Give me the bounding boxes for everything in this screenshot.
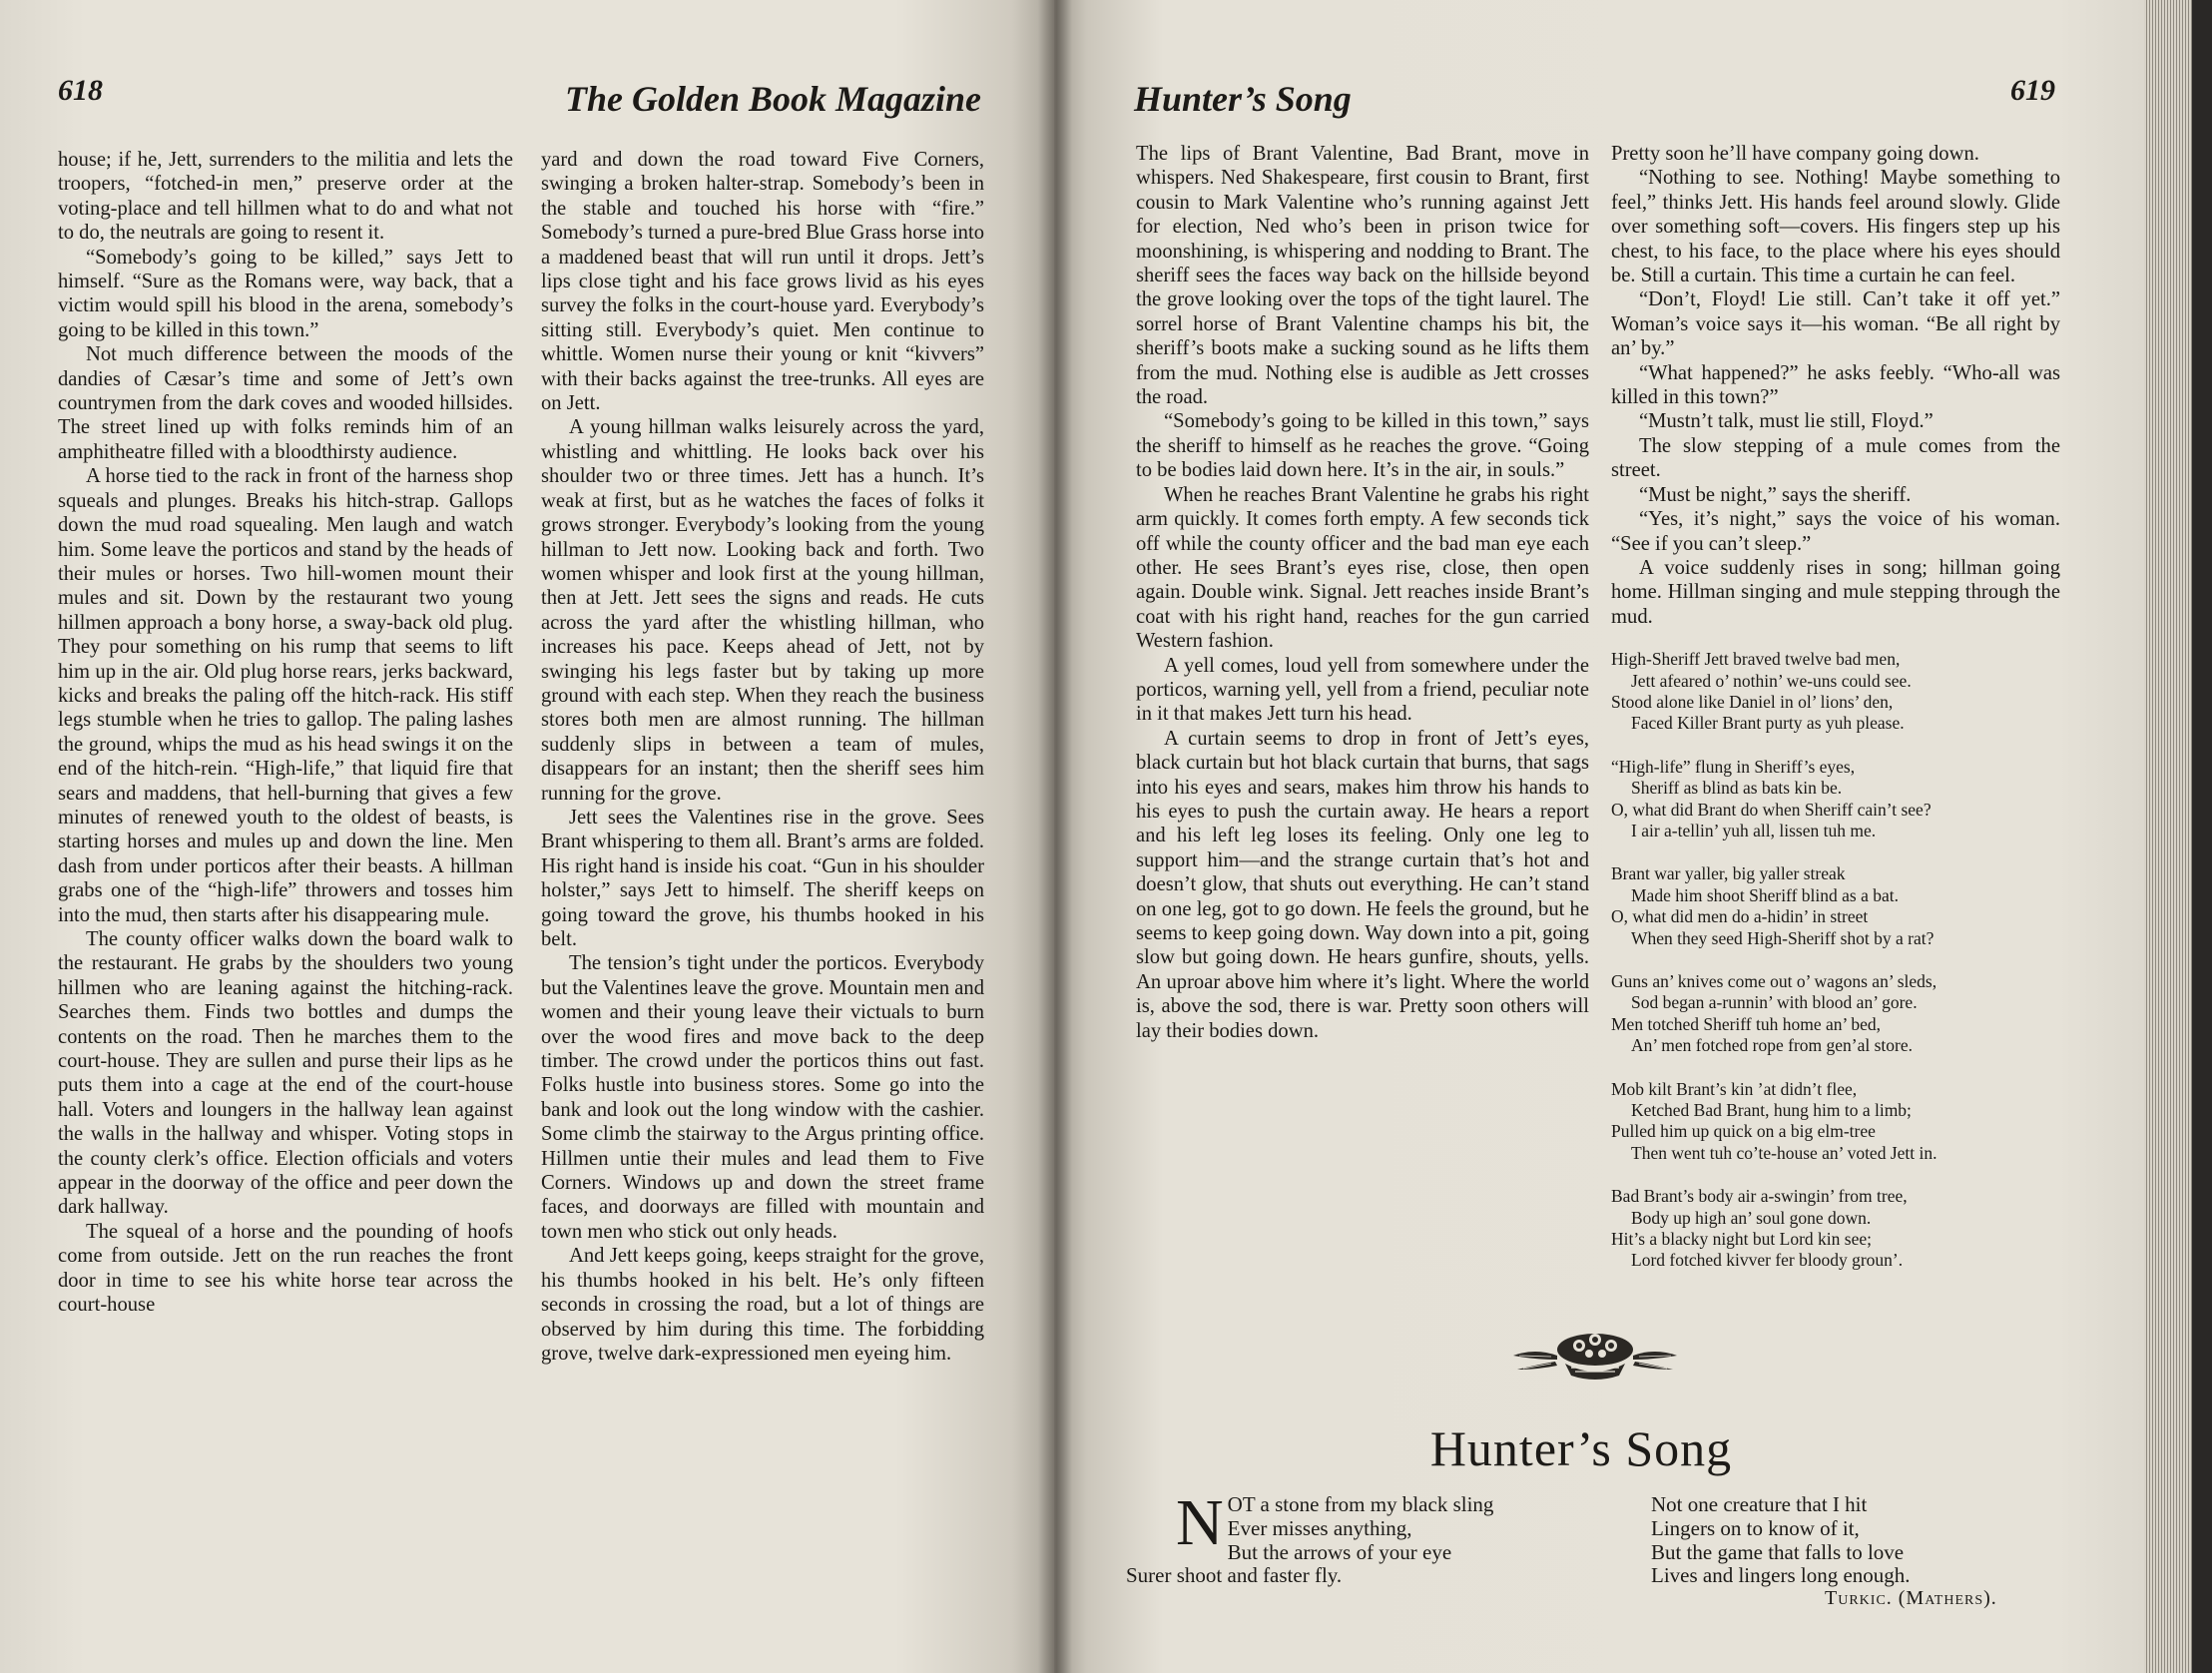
paragraph: When he reaches Brant Valentine he grabs his right arm quickly. It comes forth empty. A few seconds tick off while the county officer and the bad man eye each other. He sees Brant’s eyes rise, close, then open again. Double wink. Signal. Jett reaches inside Brant’s coat with his right hand, reaches for the gun carried Western fashion. [1136, 483, 1589, 653]
right-page-column-1 [1136, 142, 1589, 1043]
paragraph: A young hillman walks leisurely across the yard, whistling and whittling. He looks back over his shoulder two or three times. Jett has a hunch. It’s weak at first, but as he watches the faces of folks it grows stronger. Everybody’s looking from the young hillman to Jett now. Looking back and forth. Two women whisper and look first at the young hillman, then at Jett. Jett sees the signs and reads. He cuts across the yard after the whistling hillman, who increases his pace. Keeps ahead of Jett, not by swinging his legs faster but by taking up more ground with each step. When they reach the business stores both men are almost running. The hillman suddenly slips in between a team of mules, disappears for an instant; then the sheriff sees him running for the grove. [541, 416, 984, 805]
song-line: Then went tuh co’te-house an’ voted Jett in. [1631, 1142, 1937, 1163]
paragraph: “Must be night,” says the sheriff. [1639, 483, 1912, 506]
poem-attribution: Turkic. (Mathers). [1825, 1587, 1997, 1609]
paragraph: house; if he, Jett, surrenders to the militia and lets the troopers, “fotched-in men,” preserve order at the voting-place and tell hillmen what to do and what not to do, the neutrals are going to resent it. [58, 149, 513, 245]
paragraph: “Yes, it’s night,” says the voice of his woman. “See if you can’t sleep.” [1611, 508, 2060, 555]
poem-line: OT a stone from my black sling [1227, 1492, 1494, 1516]
paragraph: “Don’t, Floyd! Lie still. Can’t take it off yet.” Woman’s voice says it—his woman. “Be all right by an’ by.” [1611, 288, 2060, 360]
paragraph: “Somebody’s going to be killed in this town,” says the sheriff to himself as he reaches the grove. “Going to be bodies laid down here. It’s in the air, in souls.” [1136, 410, 1589, 482]
paragraph: The tension’s tight under the porticos. Everybody but the Valentines leave the grove. Mountain men and women and their young leave their victuals to burn over the wood fires and move back to the deep timber. The crowd under the porticos thins out fast. Folks hustle into business stores. Some go into the bank and look out the long window with the cashier. Some climb the stairway to the Argus printing office. Hillmen untie their mules and lead them to Five Corners. Windows up and down the street frame faces, and doorways are filled with mountain and town men who stick out only heads. [541, 952, 984, 1243]
song-line: Body up high an’ soul gone down. [1631, 1207, 1872, 1228]
paragraph: A yell comes, loud yell from somewhere under the porticos, warning yell, yell from a friend, peculiar note in it that makes Jett turn his head. [1136, 654, 1589, 726]
flower-basket-ornament-icon [1505, 1326, 1685, 1382]
poem-line: Lingers on to know of it, [1651, 1515, 1860, 1540]
song-line: Guns an’ knives come out o’ wagons an’ sleds, [1611, 971, 1937, 991]
song-line: Jett afeared o’ nothin’ we-uns could see. [1631, 670, 1912, 691]
paragraph: Jett sees the Valentines rise in the grove. Sees Brant whispering to them all. Brant’s arms are folded. His right hand is inside his coat. “Gun in his shoulder holster,” says Jett to himself. The sheriff keeps on going toward the grove, his thumbs hooked in his belt. [541, 806, 984, 950]
poem-line: Ever misses anything, [1227, 1515, 1412, 1540]
song-line: An’ men fotched rope from gen’al store. [1631, 1035, 1913, 1056]
paragraph: “Somebody’s going to be killed,” says Jett to himself. “Sure as the Romans were, way back, that a victim would spill his blood in the arena, somebody’s going to be killed in this town.” [58, 246, 513, 341]
poem-line: But the arrows of your eye [1227, 1539, 1452, 1564]
poem-drop-cap: N [1176, 1486, 1224, 1559]
song-line: Bad Brant’s body air a-swingin’ from tree, [1611, 1186, 1908, 1207]
left-page-column-1 [58, 148, 513, 1318]
paragraph: “Mustn’t talk, must lie still, Floyd.” [1639, 410, 1934, 433]
song-stanza [1611, 863, 2060, 949]
page-number-right: 619 [2010, 74, 2055, 107]
poem-line: Surer shoot and faster fly. [1126, 1563, 1343, 1588]
song-line: Ketched Bad Brant, hung him to a limb; [1631, 1100, 1912, 1121]
paragraph: The squeal of a horse and the pounding of hoofs come from outside. Jett on the run reaches the front door in time to see his white horse tear across the court-house [58, 1220, 513, 1317]
poem-line: Lives and lingers long enough. [1651, 1563, 1911, 1588]
song-line: Sod began a-runnin’ with blood an’ gore. [1631, 992, 1918, 1013]
hillman-song [1611, 649, 2060, 1272]
song-line: “High-life” flung in Sheriff’s eyes, [1611, 756, 1856, 777]
book-gutter [1038, 0, 1072, 1673]
poem-stanza-right [1651, 1493, 1911, 1588]
song-line: Mob kilt Brant’s kin ’at didn’t flee, [1611, 1078, 1858, 1099]
paragraph: And Jett keeps going, keeps straight for the grove, his thumbs hooked in his belt. He’s only fifteen seconds in crossing the road, but a lot of things are observed by him during this time. The forbidding grove, twelve dark-expressioned men eyeing him. [541, 1245, 984, 1365]
paragraph: Not much difference between the moods of the dandies of Cæsar’s time and some of Jett’s own countrymen from the dark coves and wooded hillsides. The street lined up with folks reminds him of an amphitheatre filled with a bloodthirsty audience. [58, 343, 513, 463]
song-line: O, what did men do a-hidin’ in street [1611, 906, 1869, 927]
paragraph: Pretty soon he’ll have company going down. [1611, 143, 1979, 165]
song-stanza [1611, 649, 2060, 735]
paragraph: The slow stepping of a mule comes from the street. [1611, 434, 2060, 482]
paragraph: A horse tied to the rack in front of the harness shop squeals and plunges. Breaks his hitch-strap. Gallops down the mud road squealing. Men laugh and watch him. Some leave the porticos and stand by the heads of their mules or horses. Two hill-women mount their mules and sit. Down by the restaurant two young hillmen approach a bony horse, a sway-back old plug. They pour something on his rump that seems to lift him up in the air. Old plug horse rears, jerks backward, kicks and breaks the paling off the hitch-rack. His stiff legs stumble when he tries to gallop. The paling lashes the ground, whips the mud as his head swings it on the end of the hitch-rein. “High-life,” that liquid fire that sears and maddens, that hell-burning that gives a few minutes of renewed youth to the oldest of beasts, is starting horses and mules up and down the line. Men dash from under porticos after their beasts. A hillman grabs one of the “high-life” throwers and tosses him into the mud, then starts after his disappearing mule. [58, 465, 513, 926]
song-line: I air a-tellin’ yuh all, lissen tuh me. [1631, 820, 1877, 840]
running-head-left: The Golden Book Magazine [565, 79, 982, 119]
song-line: O, what did Brant do when Sheriff cain’t see? [1611, 799, 1932, 820]
song-line: Faced Killer Brant purty as yuh please. [1631, 713, 1905, 734]
song-line: Stood alone like Daniel in ol’ lions’ den, [1611, 691, 1894, 712]
paragraph: The county officer walks down the board walk to the restaurant. He grabs by the shoulders two young hillmen who are leaning against the hitching-rack. Searches them. Finds two bottles and dumps the contents on the road. Then he marches them to the court-house. They are sullen and purse their lips as he puts them into a cage at the end of the court-house hall. Voters and loungers in the hallway lean against the walls in the hallway and whisper. Voting stops in the county clerk’s office. Election officials and voters appear in the doorway of the office and peer down the dark hallway. [58, 928, 513, 1219]
song-line: High-Sheriff Jett braved twelve bad men, [1611, 649, 1901, 670]
paragraph: “What happened?” he asks feebly. “Who-all was killed in this town?” [1611, 361, 2060, 409]
paragraph: A voice suddenly rises in song; hillman going home. Hillman singing and mule stepping through the mud. [1611, 556, 2060, 628]
song-line: Made him shoot Sheriff blind as a bat. [1631, 884, 1899, 905]
book-edge-shadow [2192, 0, 2212, 1673]
song-stanza [1611, 1186, 2060, 1272]
left-page [0, 0, 1054, 1673]
right-page-column-2 [1611, 142, 2060, 1294]
page-number-left: 618 [58, 74, 103, 107]
song-line: Brant war yaller, big yaller streak [1611, 863, 1846, 884]
poem-line: Not one creature that I hit [1651, 1492, 1868, 1516]
song-stanza [1611, 971, 2060, 1057]
song-line: Sheriff as blind as bats kin be. [1631, 778, 1843, 799]
song-line: When they seed High-Sheriff shot by a rat? [1631, 927, 1935, 948]
song-line: Hit’s a blacky night but Lord kin see; [1611, 1229, 1872, 1250]
song-line: Men totched Sheriff tuh home an’ bed, [1611, 1013, 1882, 1034]
poem-line: But the game that falls to love [1651, 1539, 1905, 1564]
paragraph: A curtain seems to drop in front of Jett’s eyes, black curtain but hot black curtain that burns, that sags into his eyes and sears, makes him throw his hands to his eyes to push the curtain away. He hears a report and his left leg loses its feeling. Only one leg to support him—and the strange curtain that’s hot and doesn’t glow, that shuts out everything. He can’t stand on one leg, got to go down. He feels the ground, but he seems to keep going down. Way down into a pit, going slow but going down. He hears gunfire, shouts, yells. An uproar above him where it’s light. Where the world is, above the sod, there is war. Pretty soon others will lay their bodies down. [1136, 727, 1589, 1042]
paragraph: yard and down the road toward Five Corners, swinging a broken halter-strap. Somebody’s been in the stable and touched his horse with “fire.” Somebody’s turned a pure-bred Blue Grass horse into a maddened beast that will run until it drops. Jett’s lips close tight and his face grows livid as his eyes survey the folks in the court-house yard. Everybody’s sitting still. Everybody’s quiet. Men continue to whittle. Women nurse their young or knit “kivvers” with their backs against the tree-trunks. All eyes are on Jett. [541, 149, 984, 415]
paragraph: “Nothing to see. Nothing! Maybe something to feel,” thinks Jett. His hands feel around slowly. Glide over something soft—covers. His fingers step up his chest, to his face, to the place where his eyes should be. Still a curtain. This time a curtain he can feel. [1611, 167, 2060, 287]
song-stanza [1611, 757, 2060, 842]
song-line: Lord fotched kivver fer bloody groun’. [1631, 1250, 1904, 1271]
song-stanza [1611, 1079, 2060, 1165]
right-column-2-prose [1611, 142, 2060, 629]
running-head-right: Hunter’s Song [1134, 79, 1352, 119]
left-page-column-2 [541, 148, 984, 1366]
poem-stanza-left [1126, 1486, 1494, 1588]
poem-title: Hunter’s Song [1429, 1420, 1733, 1476]
song-line: Pulled him up quick on a big elm-tree [1611, 1121, 1876, 1142]
paragraph: The lips of Brant Valentine, Bad Brant, move in whispers. Ned Shakespeare, first cousin to Brant, first cousin to Mark Valentine who’s running against Jett for election, Ned who’s been in prison twice for moonshining, is whispering and nodding to Brant. The sheriff sees the faces way back on the hillside beyond the grove looking over the tops of the tight laurel. The sorrel horse of Brant Valentine champs his bit, the sheriff’s boots make a sucking sound as he lifts them from the mud. Nothing else is audible as Jett crosses the road. [1136, 143, 1589, 409]
